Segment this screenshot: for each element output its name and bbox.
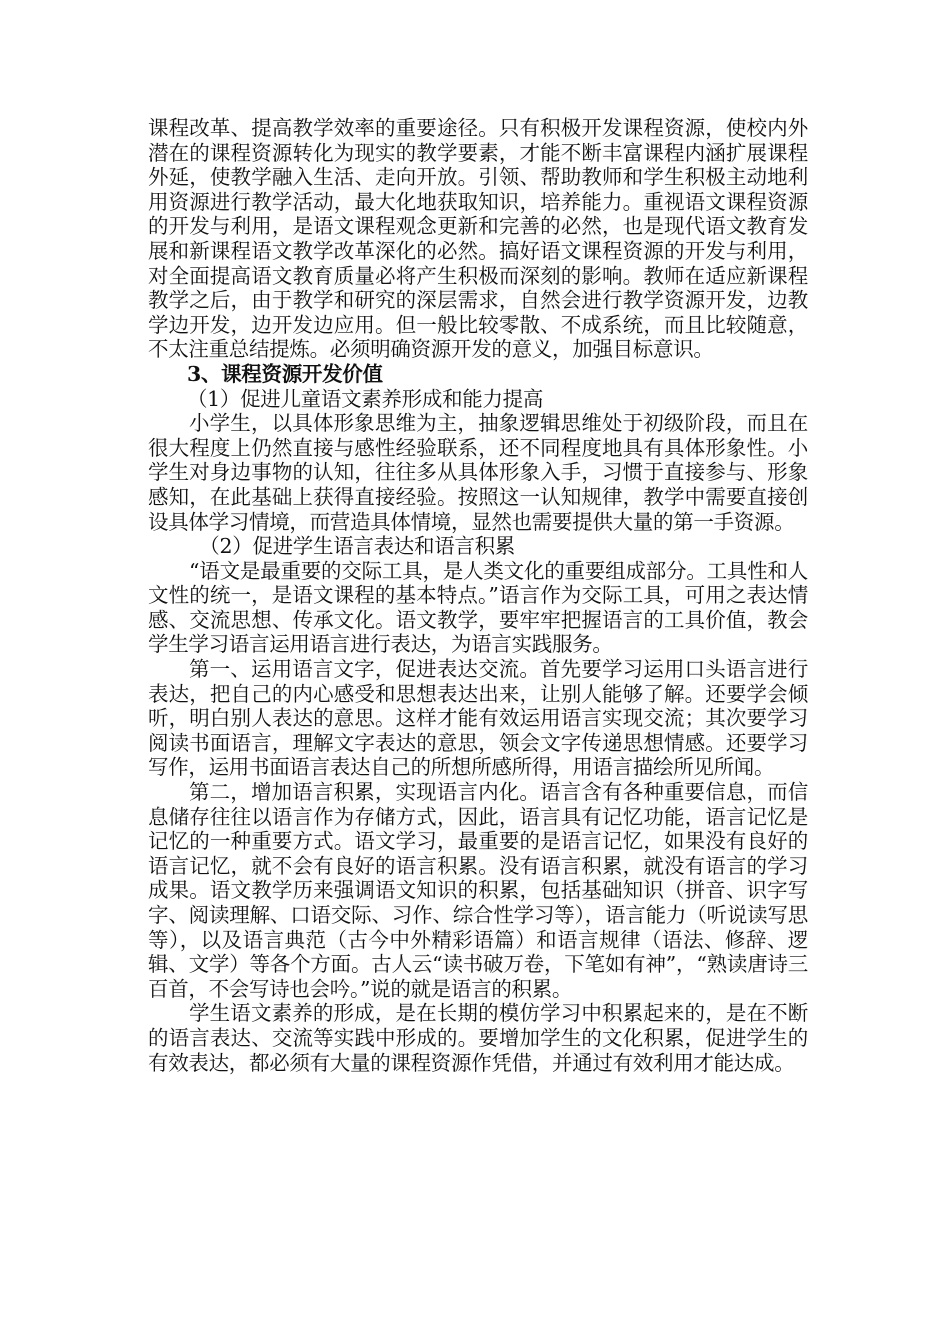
paragraph-5: 学生语文素养的形成，是在长期的模仿学习中积累起来的，是在不断的语言表达、交流等实践中形成的。要增加学生的文化积累，促进学生的有效表达，都必须有大量的课程资源作凭借，并通过有效利用才能达成。 [148,1001,808,1075]
subheading-2: （2）促进学生语言表达和语言积累 [199,534,515,559]
section-heading-3: 3、课程资源开发价值 [186,361,383,386]
paragraph-1: 小学生，以具体形象思维为主，抽象逻辑思维处于初级阶段，而且在很大程度上仍然直接与感性经验联系，还不同程度地具有具体形象性。小学生对身边事物的认知，往往多从具体形象入手，习惯于直接参与、形象感知，在此基础上获得直接经验。按照这一认知规律，教学中需要直接创设具体学习情境，而营造具体情境，显然也需要提供大量的第一手资源。 [148,411,808,534]
document-page [148,116,808,1075]
subheading-1: （1）促进儿童语文素养形成和能力提高 [186,386,544,411]
paragraph-2: “语文是最重要的交际工具，是人类文化的重要组成部分。工具性和人文性的统一，是语文课程的基本特点。”语言作为交际工具，可用之表达情感、交流思想、传承文化。语文教学，要牢牢把握语言的工具价值，教会学生学习语言运用语言进行表达，为语言实践服务。 [148,558,808,657]
paragraph-3: 第一、运用语言文字，促进表达交流。首先要学习运用口头语言进行表达，把自己的内心感受和思想表达出来，让别人能够了解。还要学会倾听，明白别人表达的意思。这样才能有效运用语言实现交流；其次要学习阅读书面语言，理解文字表达的意思，领会文字传递思想情感。还要学习写作，运用书面语言表达自己的所想所感所得，用语言描绘所见所闻。 [148,657,808,780]
paragraph-4: 第二，增加语言积累，实现语言内化。语言含有各种重要信息，而信息储存往往以语言作为存储方式，因此，语言具有记忆功能，语言记忆是记忆的一种重要方式。语文学习，最重要的是语言记忆，如果没有良好的语言记忆，就不会有良好的语言积累。没有语言积累，就没有语言的学习成果。语文教学历来强调语文知识的积累，包括基础知识（拼音、识字写字、阅读理解、口语交际、习作、综合性学习等），语言能力（听说读写思等），以及语言典范（古今中外精彩语篇）和语言规律（语法、修辞、逻辑、文学）等各个方面。古人云“读书破万卷，下笔如有神”，“熟读唐诗三百首，不会写诗也会吟。”说的就是语言的积累。 [148,780,808,1001]
paragraph-intro: 课程改革、提高教学效率的重要途径。只有积极开发课程资源，使校内外潜在的课程资源转化为现实的教学要素，才能不断丰富课程内涵扩展课程外延，使教学融入生活、走向开放。引领、帮助教师和学生积极主动地利用资源进行教学活动，最大化地获取知识，培养能力。重视语文课程资源的开发与利用，是语文课程观念更新和完善的必然，也是现代语文教育发展和新课程语文教学改革深化的必然。搞好语文课程资源的开发与利用，对全面提高语文教育质量必将产生积极而深刻的影响。教师在适应新课程教学之后，由于教学和研究的深层需求，自然会进行教学资源开发，边教学边开发，边开发边应用。但一般比较零散、不成系统，而且比较随意，不太注重总结提炼。必须明确资源开发的意义，加强目标意识。 [148,116,808,362]
